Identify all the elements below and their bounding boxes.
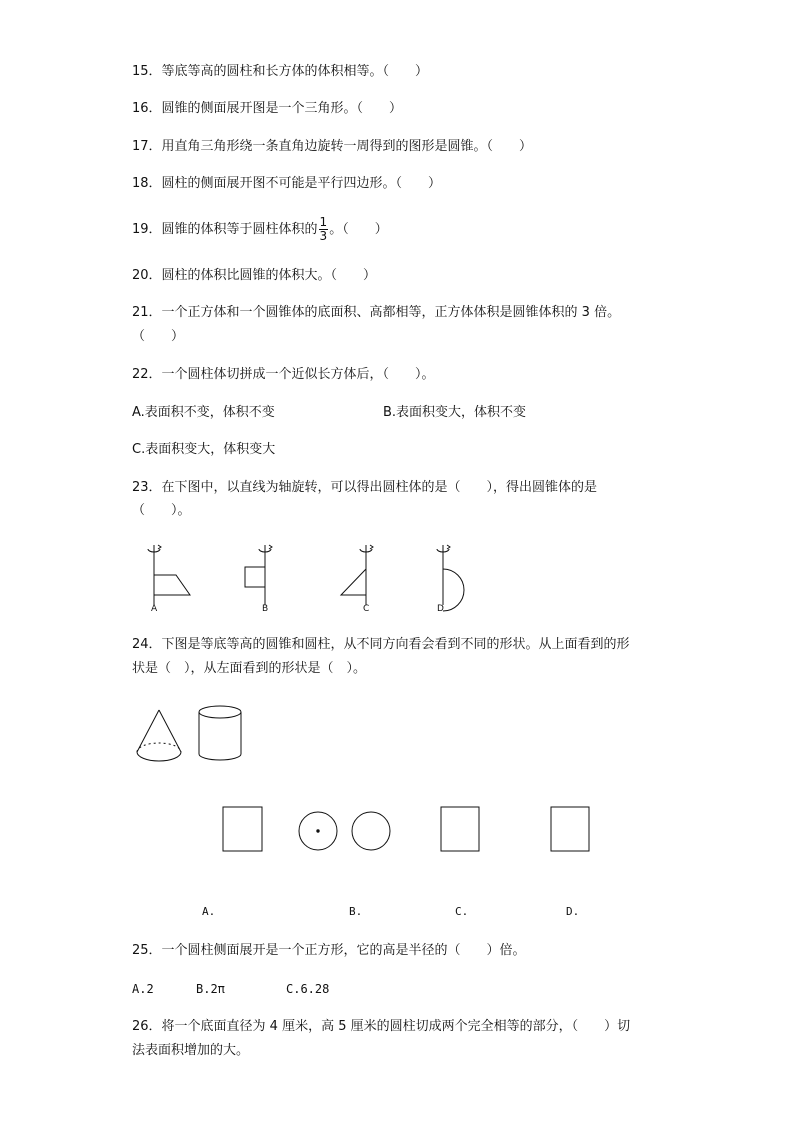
cylinder-figure (199, 706, 241, 760)
question-22-option-a: A.表面积不变，体积不变 (132, 405, 275, 420)
question-19-text: 19．圆锥的体积等于圆柱体积的 (132, 222, 318, 237)
figure-b-square (245, 545, 272, 605)
question-16: 16．圆锥的侧面展开图是一个三角形。（ ） (132, 101, 403, 116)
question-24-line2: 状是（ ），从左面看到的形状是（ ）。 (132, 661, 367, 676)
question-22-option-b: B.表面积变大，体积不变 (383, 405, 527, 420)
question-24-line1: 24．下图是等底等高的圆锥和圆柱，从不同方向看会看到不同的形状。从上面看到的形 (132, 637, 630, 652)
figure-label-a: A (151, 604, 158, 614)
option-d-rectangle (551, 807, 589, 851)
figure-d-semicircle (437, 545, 464, 611)
view-label-c: C. (455, 905, 469, 918)
option-b-circle (352, 812, 390, 850)
question-25-option-b: B.2π (196, 982, 225, 996)
fraction-one-third (319, 216, 329, 243)
question-19 (132, 216, 388, 243)
question-17: 17．用直角三角形绕一条直角边旋转一周得到的图形是圆锥。（ ） (132, 139, 533, 154)
option-a-rectangle (223, 807, 262, 851)
question-25: 25．一个圆柱侧面展开是一个正方形，它的高是半径的（ ）倍。 (132, 943, 526, 958)
question-26-line1: 26．将一个底面直径为 4 厘米，高 5 厘米的圆柱切成两个完全相等的部分，（ ）切 (132, 1019, 631, 1034)
option-c-rectangle (441, 807, 479, 851)
question-22-option-c: C.表面积变大，体积变大 (132, 442, 276, 457)
cone-figure (137, 710, 181, 761)
rotation-figures (0, 535, 794, 625)
figure-label-c: C (363, 604, 370, 614)
question-23-line2: （ ）。 (132, 503, 191, 518)
question-26-line2: 法表面积增加的大。 (132, 1043, 250, 1058)
view-label-a: A. (202, 905, 216, 918)
cone-and-cylinder (130, 700, 430, 780)
view-label-b: B. (349, 905, 363, 918)
question-22: 22．一个圆柱体切拼成一个近似长方体后，（ ）。 (132, 367, 435, 382)
question-15: 15．等底等高的圆柱和长方体的体积相等。（ ） (132, 64, 429, 79)
question-23-line1: 23．在下图中，以直线为轴旋转，可以得出圆柱体的是（ ），得出圆锥体的是 (132, 480, 598, 495)
question-25-option-c: C.6.28 (286, 982, 330, 996)
fraction-numerator: 1 (319, 215, 328, 229)
question-21-line1: 21．一个正方体和一个圆锥体的底面积、高都相等，正方体体积是圆锥体积的 3 倍。 (132, 305, 621, 320)
figure-label-b: B (262, 604, 269, 614)
question-25-option-a: A.2 (132, 982, 154, 996)
question-18: 18．圆柱的侧面展开图不可能是平行四边形。（ ） (132, 176, 442, 191)
question-19-tail: 。（ ） (329, 222, 388, 237)
question-20: 20．圆柱的体积比圆锥的体积大。（ ） (132, 268, 377, 283)
view-label-d: D. (566, 905, 580, 918)
fraction-denominator: 3 (319, 229, 328, 243)
question-21-line2: （ ） (132, 329, 185, 344)
figure-c-triangle (341, 545, 373, 605)
figure-label-d: D (437, 604, 444, 614)
figure-a-trapezoid (148, 545, 190, 605)
view-options (0, 800, 794, 860)
